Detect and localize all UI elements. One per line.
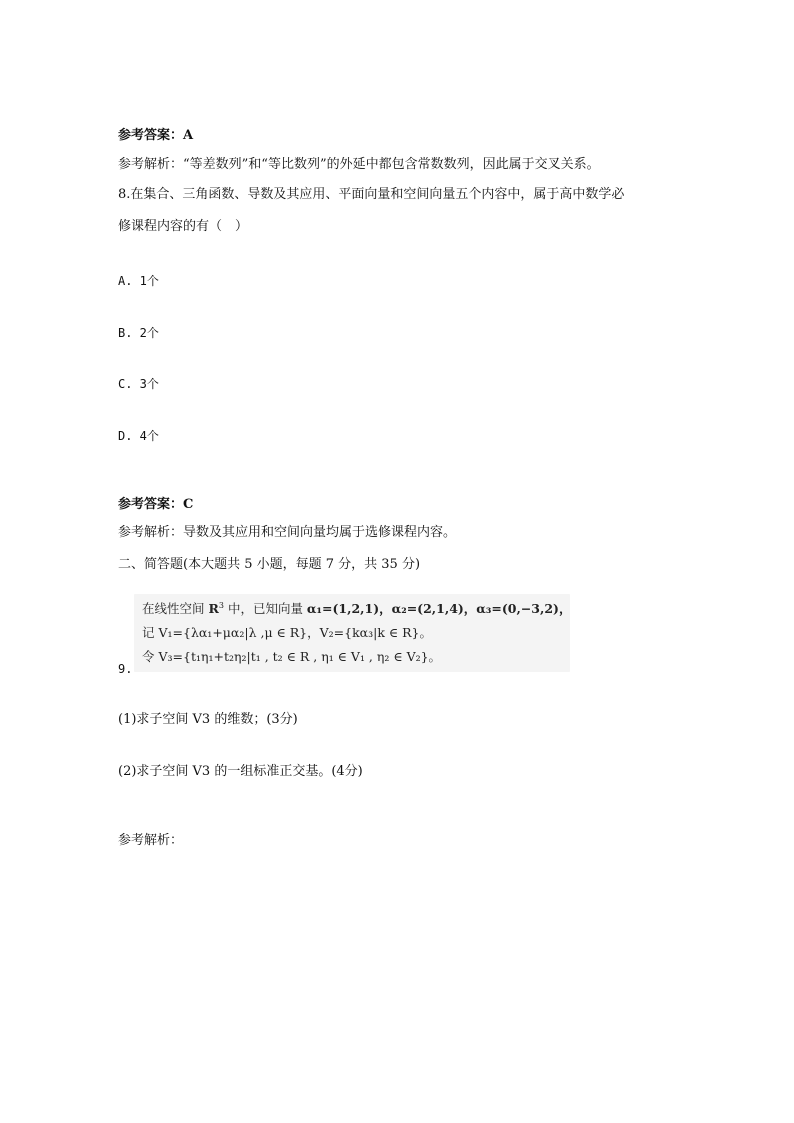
question-9-number: 9. [118,662,133,676]
section-2-title: 二、简答题(本大题共 5 小题，每题 7 分，共 35 分) [118,557,421,572]
option-a: A. 1个 [118,274,159,288]
formula-real-space: R [208,601,219,616]
formula-vectors: α₁=(1,2,1)，α₂=(2,1,4)，α₃=(0,−3,2)， [306,601,572,616]
option-d: D. 4个 [118,429,159,443]
formula-text-1a: 在线性空间 [142,601,209,616]
answer-1 [118,127,193,145]
formula-text-1b: 中，已知向量 [223,601,307,616]
question-9-formula-image [134,594,570,672]
formula-line-1 [142,600,571,618]
question-9-sub-1: (1)求子空间 V3 的维数；(3分) [118,712,298,727]
question-8-line-1: 8.在集合、三角函数、导数及其应用、平面向量和空间向量五个内容中，属于高中数学必 [118,187,625,202]
formula-line-2: 记 V₁={λα₁+μα₂|λ ,μ ∈ R}，V₂={kα₃|k ∈ R}。 [142,625,432,640]
formula-exponent: 3 [218,600,224,610]
analysis-2: 参考解析：导数及其应用和空间向量均属于选修课程内容。 [118,525,457,540]
analysis-3: 参考解析： [118,833,184,848]
answer-2 [118,496,193,514]
option-c: C. 3个 [118,377,159,391]
answer-1-value: A [183,128,194,143]
answer-2-label: 参考答案： [118,497,184,512]
option-b: B. 2个 [118,326,159,340]
formula-line-3: 令 V₃={t₁η₁+t₂η₂|t₁ , t₂ ∈ R , η₁ ∈ V₁ , η₂ ∈ V₂}。 [142,649,442,664]
answer-2-value: C [183,497,194,512]
answer-1-label: 参考答案： [118,128,184,143]
question-9-sub-2: (2)求子空间 V3 的一组标准正交基。(4分) [118,764,363,779]
analysis-1: 参考解析：“等差数列”和“等比数列”的外延中都包含常数数列，因此属于交叉关系。 [118,157,600,172]
question-8-line-2: 修课程内容的有（ ） [118,219,249,234]
